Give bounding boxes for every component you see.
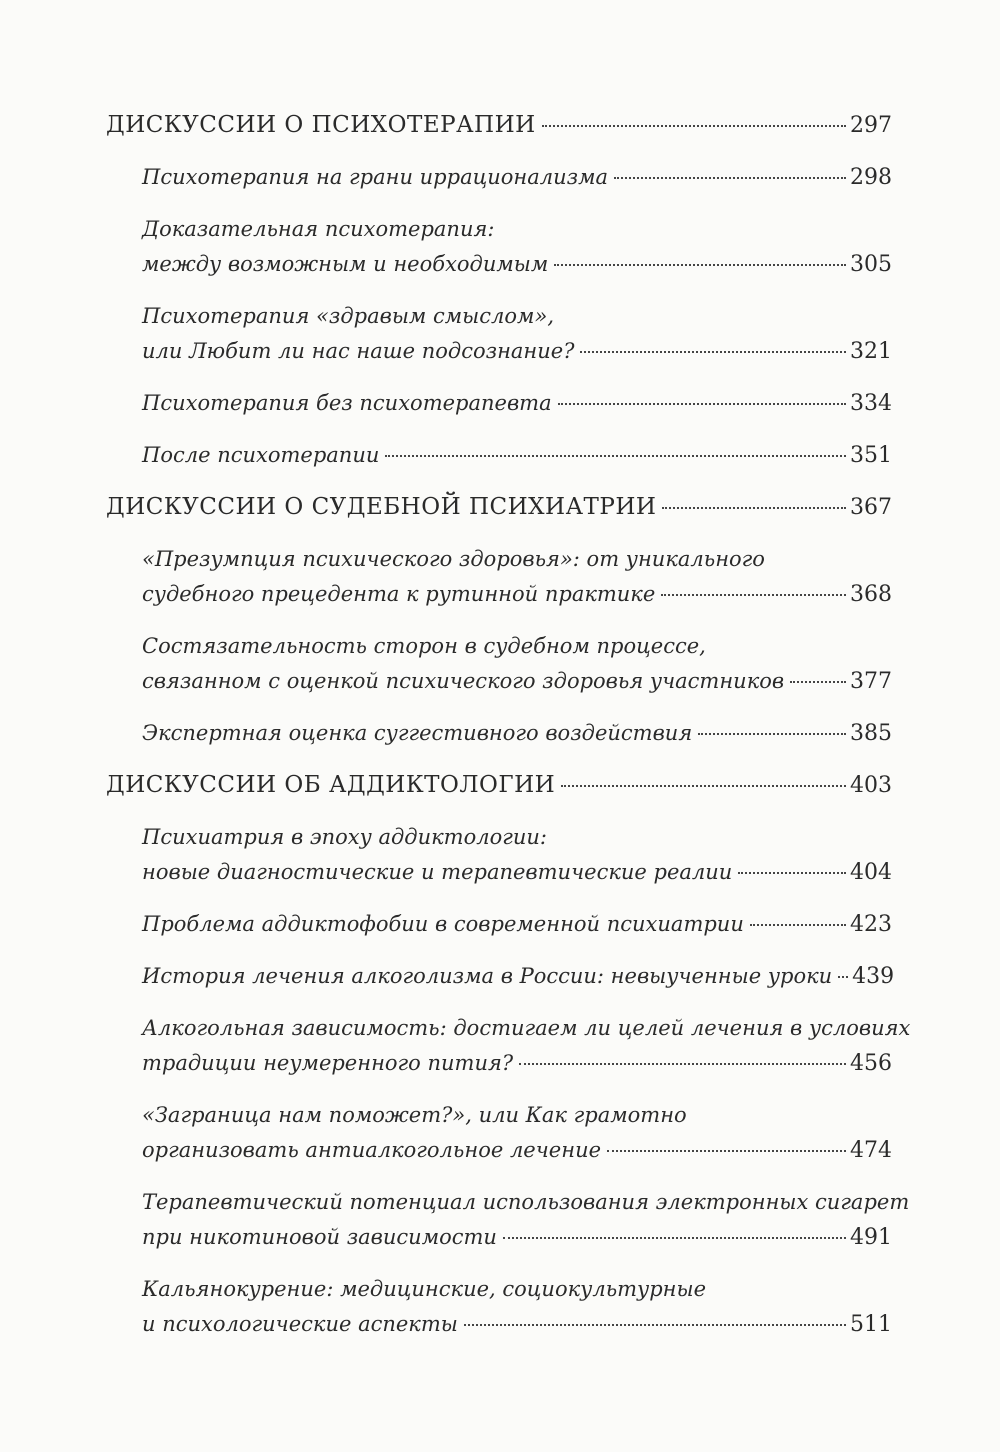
page-number: 298 bbox=[850, 165, 892, 190]
dot-leader bbox=[542, 125, 846, 127]
dot-leader bbox=[607, 1150, 846, 1152]
entry-title-line1: Состязательность сторон в судебном процессе, bbox=[142, 634, 706, 658]
toc-section-heading[interactable] bbox=[106, 768, 892, 803]
entry-title-line2: связанном с оценкой психического здоровья участников bbox=[142, 669, 785, 693]
entry-title-line1: Доказательная психотерапия: bbox=[142, 217, 495, 241]
dot-leader bbox=[838, 976, 848, 978]
toc-entry[interactable] bbox=[142, 820, 892, 890]
entry-title-line1: Алкогольная зависимость: достигаем ли целей лечения в условиях bbox=[142, 1016, 911, 1040]
toc-entry[interactable] bbox=[142, 160, 892, 195]
dot-leader bbox=[464, 1324, 846, 1326]
entry-title-line1: Психиатрия в эпоху аддиктологии: bbox=[142, 825, 547, 849]
dot-leader bbox=[558, 403, 846, 405]
section-title: ДИСКУССИИ ОБ АДДИКТОЛОГИИ bbox=[106, 772, 556, 798]
page-number: 334 bbox=[850, 391, 892, 416]
dot-leader bbox=[561, 785, 846, 787]
dot-leader bbox=[503, 1237, 846, 1239]
dot-leader bbox=[614, 177, 846, 179]
page-number: 474 bbox=[850, 1138, 892, 1163]
entry-title-line2: и психологические аспекты bbox=[142, 1312, 458, 1336]
dot-leader bbox=[554, 264, 846, 266]
section-title: ДИСКУССИИ О ПСИХОТЕРАПИИ bbox=[106, 112, 536, 138]
page-number: 491 bbox=[850, 1225, 892, 1250]
entry-title-line2: судебного прецедента к рутинной практике bbox=[142, 582, 656, 606]
dot-leader bbox=[580, 351, 846, 353]
page-number: 403 bbox=[850, 773, 892, 798]
page-number: 321 bbox=[850, 339, 892, 364]
entry-title-line1: Психотерапия «здравым смыслом», bbox=[142, 304, 554, 328]
entry-title: Экспертная оценка суггестивного воздействия bbox=[142, 721, 693, 745]
page-number: 385 bbox=[850, 721, 892, 746]
entry-title-line2: или Любит ли нас наше подсознание? bbox=[142, 339, 575, 363]
toc-entry[interactable] bbox=[142, 299, 892, 369]
dot-leader bbox=[738, 872, 846, 874]
entry-title-line2: организовать антиалкогольное лечение bbox=[142, 1138, 602, 1162]
toc-entry[interactable] bbox=[142, 212, 892, 282]
dot-leader bbox=[661, 594, 846, 596]
toc-section-heading[interactable] bbox=[106, 108, 892, 143]
entry-title-line1: «Презумпция психического здоровья»: от уникального bbox=[142, 547, 765, 571]
page-number: 423 bbox=[850, 912, 892, 937]
page-number: 439 bbox=[852, 964, 895, 989]
page-number: 377 bbox=[850, 669, 892, 694]
dot-leader bbox=[750, 924, 846, 926]
toc-entry[interactable] bbox=[142, 1098, 892, 1168]
table-of-contents bbox=[106, 108, 911, 1342]
toc-entry[interactable] bbox=[142, 959, 895, 994]
page-number: 404 bbox=[850, 860, 892, 885]
dot-leader bbox=[662, 507, 846, 509]
entry-title: Психотерапия на грани иррационализма bbox=[142, 165, 609, 189]
page-number: 456 bbox=[850, 1051, 892, 1076]
dot-leader bbox=[698, 733, 846, 735]
page-number: 305 bbox=[850, 252, 892, 277]
page-number: 511 bbox=[850, 1312, 892, 1337]
entry-title-line1: «Заграница нам поможет?», или Как грамотно bbox=[142, 1103, 687, 1127]
entry-title: История лечения алкоголизма в России: невыученные уроки bbox=[142, 964, 833, 988]
entry-title-line2: между возможным и необходимым bbox=[142, 252, 549, 276]
section-title: ДИСКУССИИ О СУДЕБНОЙ ПСИХИАТРИИ bbox=[106, 494, 657, 520]
toc-entry[interactable] bbox=[142, 907, 892, 942]
page-number: 367 bbox=[850, 495, 892, 520]
entry-title: Психотерапия без психотерапевта bbox=[142, 391, 552, 415]
dot-leader bbox=[519, 1063, 846, 1065]
page-number: 368 bbox=[850, 582, 892, 607]
page-number: 351 bbox=[850, 443, 892, 468]
dot-leader bbox=[385, 455, 846, 457]
page-number: 297 bbox=[850, 113, 892, 138]
entry-title-line1: Терапевтический потенциал использования электронных сигарет bbox=[142, 1190, 910, 1214]
entry-title-line2: традиции неумеренного пития? bbox=[142, 1051, 514, 1075]
entry-title-line2: новые диагностические и терапевтические реалии bbox=[142, 860, 733, 884]
toc-entry[interactable] bbox=[142, 1272, 892, 1342]
toc-section-heading[interactable] bbox=[106, 490, 892, 525]
entry-title: После психотерапии bbox=[142, 443, 380, 467]
toc-entry[interactable] bbox=[142, 629, 892, 699]
entry-title-line1: Кальянокурение: медицинские, социокультурные bbox=[142, 1277, 707, 1301]
toc-entry[interactable] bbox=[142, 1011, 911, 1081]
entry-title: Проблема аддиктофобии в современной психиатрии bbox=[142, 912, 744, 936]
toc-entry[interactable] bbox=[142, 716, 892, 751]
toc-entry[interactable] bbox=[142, 542, 892, 612]
dot-leader bbox=[790, 681, 846, 683]
toc-entry[interactable] bbox=[142, 386, 892, 421]
toc-entry[interactable] bbox=[142, 438, 892, 473]
entry-title-line2: при никотиновой зависимости bbox=[142, 1225, 497, 1249]
toc-entry[interactable] bbox=[142, 1185, 910, 1255]
